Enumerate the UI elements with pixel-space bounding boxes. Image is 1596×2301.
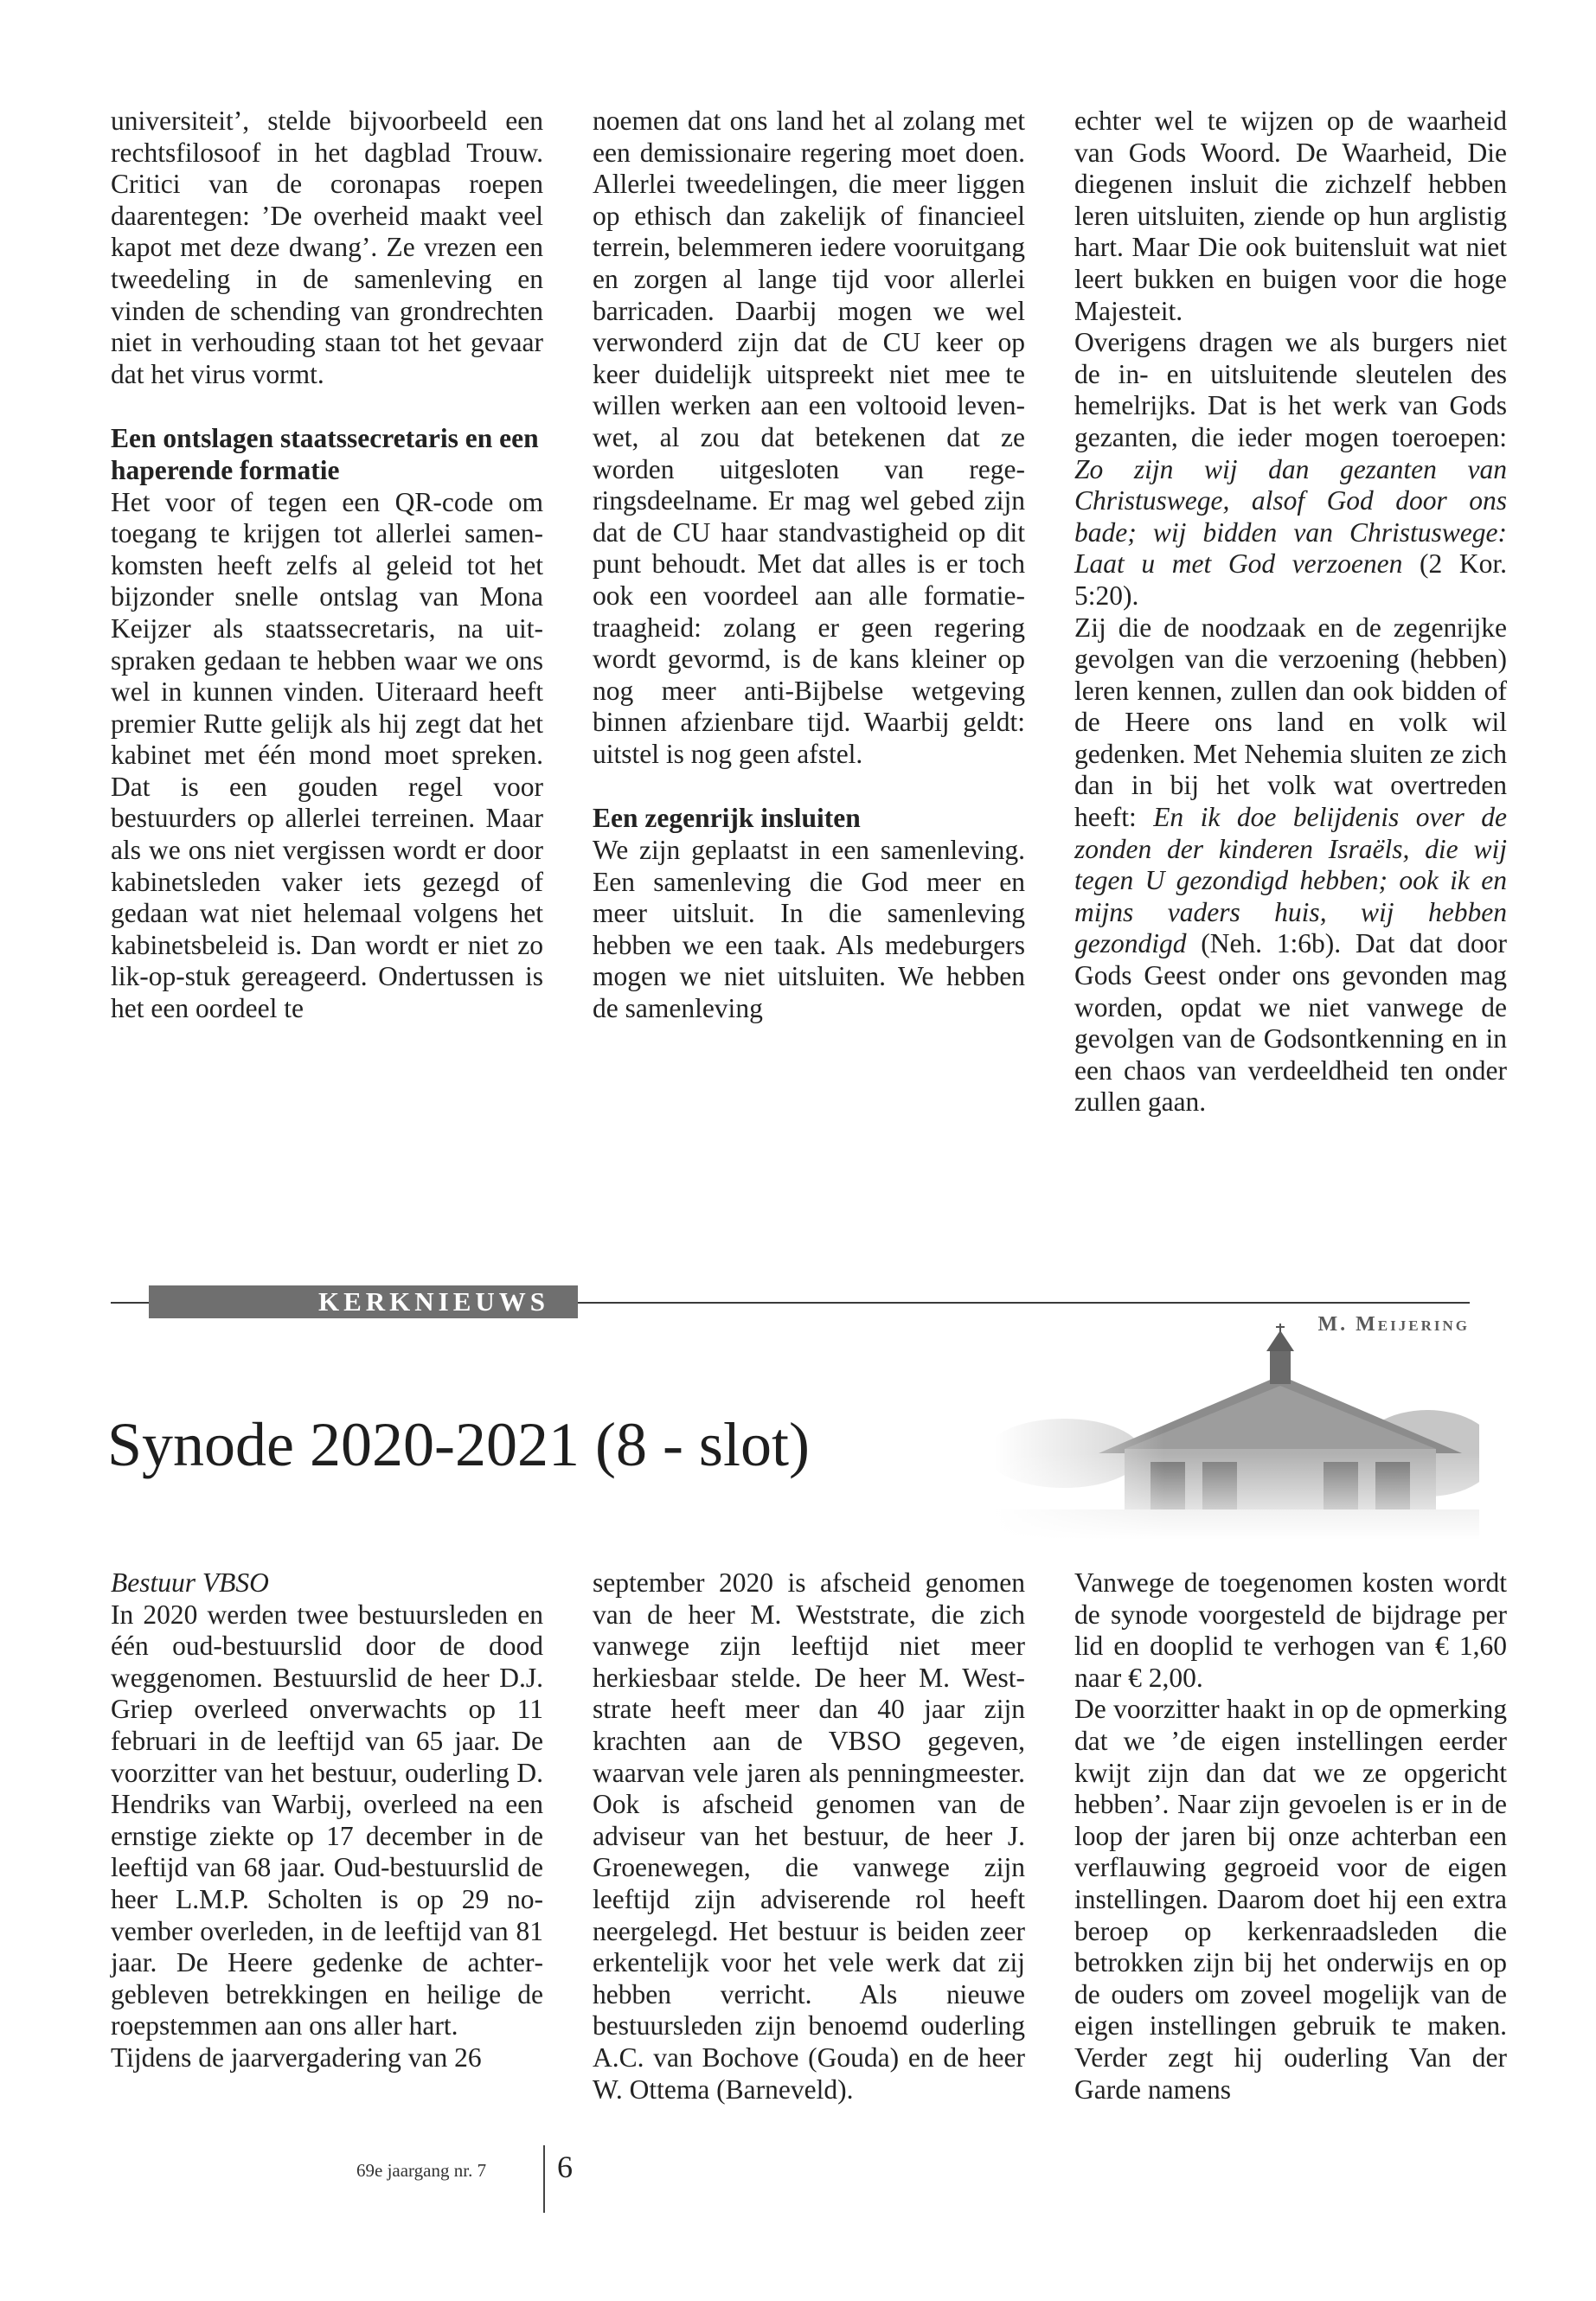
paragraph: Vanwege de toegenomen kosten wordt de synode voorgesteld de bijdrage per lid en dooplid te verhogen van € 1,60 naar € 2,00. bbox=[1074, 1567, 1507, 1693]
footer-divider bbox=[543, 2145, 545, 2213]
issue-info: 69e jaargang nr. 7 bbox=[356, 2160, 487, 2181]
paragraph: Het voor of tegen een QR-code om toegang te krijgen tot allerlei samenkomsten heeft zelfs al geleid tot het bijzonder snelle ontslag van Mona Keijzer als staatssecretaris, na uitspraken gedaan te hebben waar we ons wel in kunnen vinden. Uiteraard heeft premier Rutte gelijk als hij zegt dat het kabinet met één mond moet spreken. Dat is een gouden regel voor bestuurders op allerlei terreinen. Maar als we ons niet vergissen wordt er door kabinetsleden vaker iets gezegd of gedaan wat niet helemaal volgens het kabinetsbeleid is. Dan wordt er niet zo lik-op-stuk gereageerd. Ondertussen is het een oordeel te bbox=[111, 486, 543, 1024]
section-heading: Een ontslagen staatssecretaris en een haperende formatie bbox=[111, 423, 539, 485]
paragraph: echter wel te wijzen op de waarheid van Gods Woord. De Waarheid, Die diegenen insluit die zichzelf hebben leren uitsluiten, ziende op hun arglistig hart. Maar Die ook buitensluit wat niet leert bukken en buigen voor die hoge Majesteit. bbox=[1074, 106, 1507, 326]
paragraph: We zijn geplaatst in een samenleving. Een samenleving die God meer en meer uitsluit. In die samenleving hebben we een taak. Als medeburgers mogen we niet uitsluiten. We hebben de samenleving bbox=[593, 835, 1025, 1024]
paragraph bbox=[1074, 327, 1507, 612]
paragraph: Tijdens de jaarvergadering van 26 bbox=[111, 2041, 482, 2073]
subheading: Bestuur VBSO bbox=[111, 1567, 269, 1598]
page-number: 6 bbox=[557, 2150, 573, 2184]
top-column-3 bbox=[1074, 106, 1507, 1118]
paragraph: De voorzitter haakt in op de opmerking dat we ’de eigen instellingen eerder kwijt zijn dan dat we ze opgericht hebben’. Naar zijn gevoelen is er in de loop der jaren bij onze achterban een verflauwing gegroeid voor de eigen instellingen. Daarom doet hij een extra beroep op kerkenraadsleden die betrokken zijn bij het onderwijs en op de ouders om zoveel mogelijk van de eigen instellingen gebruik te maken. Verder zegt hij ouderling Van der Garde namens bbox=[1074, 1694, 1507, 2105]
bottom-column-1 bbox=[111, 1567, 543, 2074]
text-run: Overigens dragen we als burgers niet de in- en uitsluitende sleutelen des hemelrijks. Dat is het werk van Gods gezanten, die ieder mogen toeroepen: bbox=[1074, 327, 1507, 452]
paragraph: In 2020 werden twee bestuursleden en één oud-bestuurslid door de dood weggenomen. Bestuurslid de heer D.J. Griep overleed onverwachts op 11 februari in de leeftijd van 65 jaar. De voorzitter van het bestuur, ouderling D. Hendriks van Warbij, overleed na een ernstige ziekte op 17 december in de leeftijd van 68 jaar. Oud-bestuurslid de heer L.M.P. Scholten is op 29 november overleden, in de leeftijd van 81 jaar. De Heere gedenke de achtergebleven betrekkingen en heilige de roepstemmen aan ons aller hart. bbox=[111, 1599, 543, 2041]
top-column-1 bbox=[111, 106, 543, 1025]
article-title: Synode 2020-2021 (8 - slot) bbox=[107, 1410, 810, 1479]
bottom-column-3 bbox=[1074, 1567, 1507, 2106]
text-run: (Neh. 1:6b). Dat dat door Gods Geest onder ons gevonden mag worden, opdat we niet vanwege de gevolgen van de Godsontkenning en in een chaos van verdeeldheid ten onder zullen gaan. bbox=[1074, 928, 1507, 1118]
bible-reference: (2 Kor. 5:20). bbox=[1074, 548, 1507, 611]
paragraph bbox=[1074, 612, 1507, 1119]
bottom-column-2 bbox=[593, 1567, 1025, 2106]
section-banner: KERKNIEUWS bbox=[149, 1285, 578, 1318]
paragraph: noemen dat ons land het al zolang met een demissionaire regering moet doen. Allerlei tweedelingen, die meer liggen op ethisch dan zakelijk of financieel terrein, belemmeren iedere vooruitgang en zorgen al lange tijd voor allerlei barricaden. Daarbij mogen we wel verwonderd zijn dat de CU keer op keer duidelijk uitspreekt niet mee te willen werken aan een voltooid leven-wet, al zou dat betekenen dat ze worden uitgesloten van regeringsdeelname. Er mag wel gebed zijn dat de CU haar standvastigheid op dit punt behoudt. Met dat alles is er toch ook een voordeel aan alle formatie-traagheid: zolang er geen regering wordt gevormd, is de kans kleiner op nog meer anti-Bijbelse wetgeving binnen afzienbare tijd. Waarbij geldt: uitstel is nog geen afstel. bbox=[593, 106, 1025, 769]
top-column-2 bbox=[593, 106, 1025, 1025]
bible-quote: Zo zijn wij dan gezanten van Christuswege, alsof God door ons bade; wij bidden van Christuswege: Laat u met God verzoenen bbox=[1074, 453, 1507, 580]
text-run: Zij die de noodzaak en de zegenrijke gevolgen van die verzoening (hebben) leren kennen, zullen dan ook bidden of de Heere ons land en volk wil gedenken. Met Nehemia sluiten ze zich dan in bij het volk wat overtreden heeft: bbox=[1074, 612, 1507, 833]
section-heading: Een zegenrijk insluiten bbox=[593, 803, 861, 834]
paragraph: september 2020 is afscheid genomen van de heer M. Weststrate, die zich vanwege zijn leeftijd niet meer herkiesbaar stelde. De heer M. Weststrate heeft meer dan 40 jaar zijn krachten aan de VBSO gegeven, waarvan vele jaren als penningmeester. Ook is afscheid genomen van de adviseur van het bestuur, de heer J. Groenewegen, die vanwege zijn leeftijd zijn adviserende rol heeft neergelegd. Het bestuur is beiden zeer erkentelijk voor het vele werk dat zij hebben verricht. Als nieuwe bestuursleden zijn benoemd ouderling A.C. van Bochove (Gouda) en de heer W. Ottema (Barneveld). bbox=[593, 1567, 1025, 2105]
paragraph: universiteit’, stelde bijvoorbeeld een rechtsfilosoof in het dagblad Trouw. Critici van de coronapas roepen daarentegen: ’De overheid maakt veel kapot met deze dwang’. Ze vrezen een tweedeling in de samenleving en vinden de schending van grondrechten niet in verhouding staan tot het gevaar dat het virus vormt. bbox=[111, 106, 543, 389]
church-illustration bbox=[995, 1324, 1479, 1540]
bible-quote: En ik doe belijdenis over de zonden der kinderen Israëls, die wij tegen U gezondigd hebben; ook ik en mijns vaders huis, wij hebben gezondigd bbox=[1074, 802, 1507, 959]
